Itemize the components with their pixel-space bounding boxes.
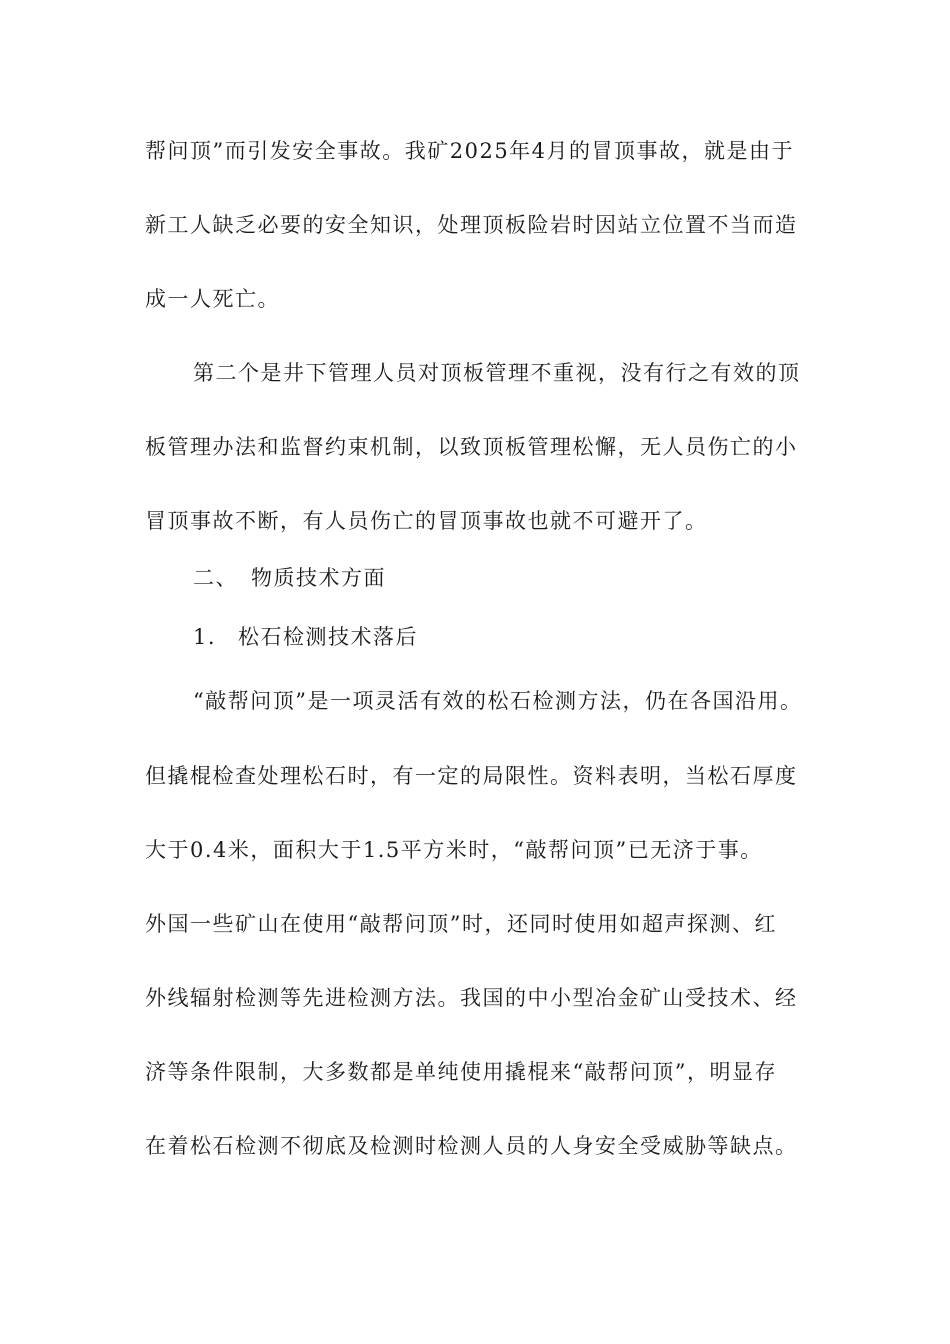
paragraph-line: 冒顶事故不断，有人员伤亡的冒顶事故也就不可避开了。	[145, 509, 708, 533]
subsection-title: 松石检测技术落后	[238, 625, 418, 649]
paragraph-line: 外国一些矿山在使用“敲帮问顶”时，还同时使用如超声探测、红	[145, 912, 777, 936]
section-title: 物质技术方面	[251, 566, 386, 590]
subsection-number: 1.	[193, 625, 217, 649]
paragraph-line: 但撬棍检查处理松石时，有一定的局限性。资料表明，当松石厚度	[145, 764, 798, 788]
paragraph-line: 新工人缺乏必要的安全知识，处理顶板险岩时因站立位置不当而造	[145, 213, 798, 237]
paragraph-line: 成一人死亡。	[145, 287, 280, 311]
subsection-heading	[193, 624, 418, 650]
paragraph-line: 板管理办法和监督约束机制，以致顶板管理松懈，无人员伤亡的小	[145, 435, 798, 459]
section-number: 二、	[193, 566, 238, 590]
paragraph-line: 济等条件限制，大多数都是单纯使用撬棍来“敲帮问顶”，明显存	[145, 1060, 777, 1084]
paragraph-line: 大于0.4米，面积大于1.5平方米时，“敲帮问顶”已无济于事。	[145, 838, 763, 862]
paragraph-line: 第二个是井下管理人员对顶板管理不重视，没有行之有效的顶	[193, 361, 801, 385]
paragraph-line: “敲帮问顶”是一项灵活有效的松石检测方法，仍在各国沿用。	[193, 689, 803, 713]
paragraph-line: 外线辐射检测等先进检测方法。我国的中小型冶金矿山受技术、经	[145, 986, 798, 1010]
paragraph-line: 在着松石检测不彻底及检测时检测人员的人身安全受威胁等缺点。	[145, 1134, 798, 1158]
section-heading	[193, 565, 386, 591]
paragraph-line: 帮问顶”而引发安全事故。我矿2025年4月的冒顶事故，就是由于	[145, 139, 795, 163]
